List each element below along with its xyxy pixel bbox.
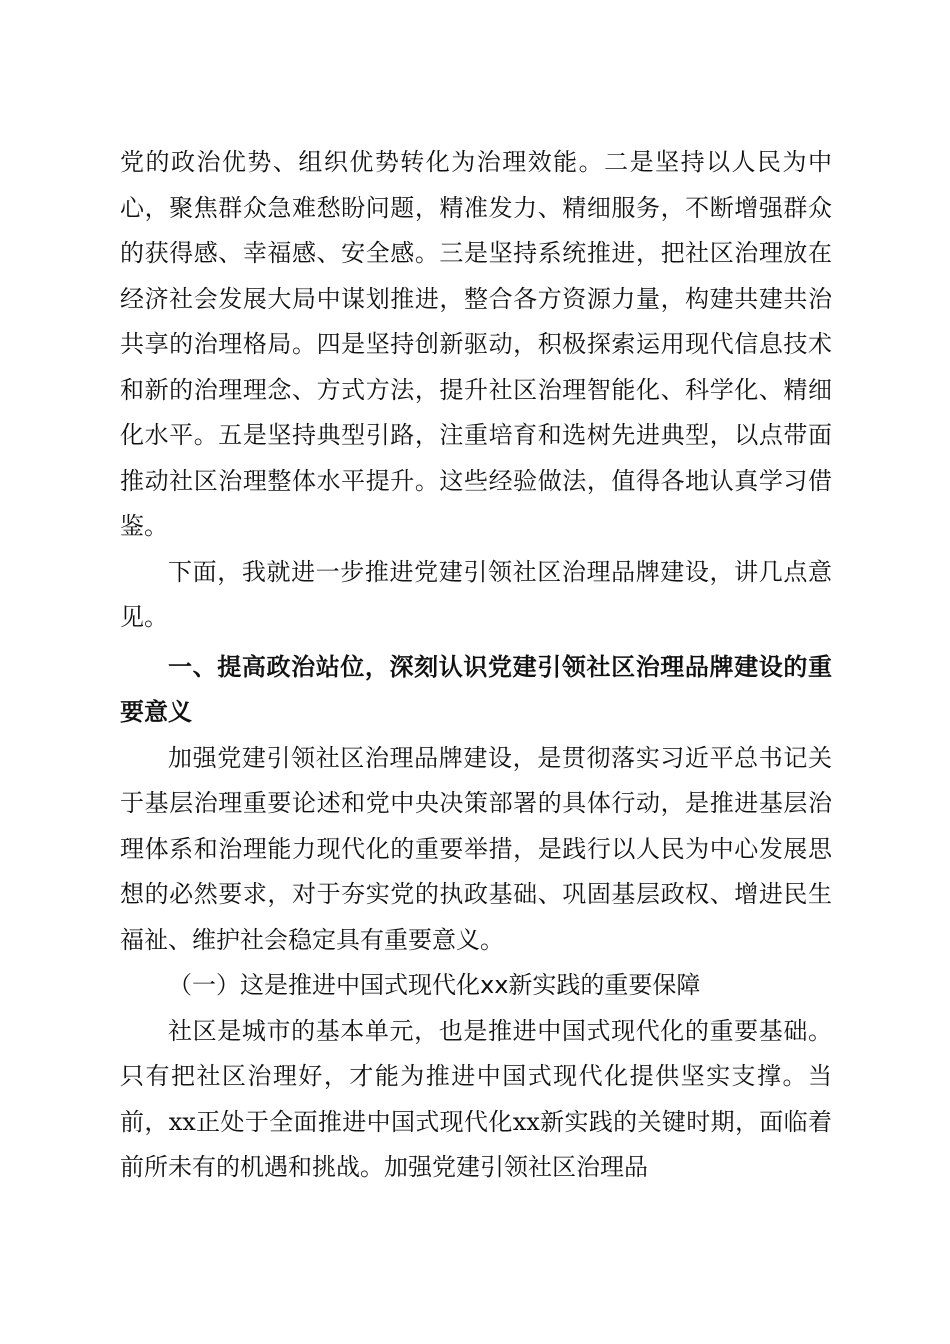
- section-heading-1: 一、提高政治站位，深刻认识党建引领社区治理品牌建设的重要意义: [120, 652, 832, 726]
- paragraph-community: 社区是城市的基本单元，也是推进中国式现代化的重要基础。只有把社区治理好，才能为推进中国式现代化提供坚实支撑。当前，xx正处于全面推进中国式现代化xx新实践的关键时期，面临着前所未有的机遇和挑战。加强党建引领社区治理品: [120, 1016, 832, 1181]
- document-body: [120, 140, 832, 1191]
- paragraph-continuation: 党的政治优势、组织优势转化为治理效能。二是坚持以人民为中心，聚焦群众急难愁盼问题，精准发力、精细服务，不断增强群众的获得感、幸福感、安全感。三是坚持系统推进，把社区治理放在经济社会发展大局中谋划推进，整合各方资源力量，构建共建共治共享的治理格局。四是坚持创新驱动，积极探索运用现代信息技术和新的治理理念、方式方法，提升社区治理智能化、科学化、精细化水平。五是坚持典型引路，注重培育和选树先进典型，以点带面推动社区治理整体水平提升。这些经验做法，值得各地认真学习借鉴。: [120, 148, 832, 540]
- paragraph-significance: 加强党建引领社区治理品牌建设，是贯彻落实习近平总书记关于基层治理重要论述和党中央决策部署的具体行动，是推进基层治理体系和治理能力现代化的重要举措，是践行以人民为中心发展思想的必然要求，对于夯实党的执政基础、巩固基层政权、增进民生福祉、维护社会稳定具有重要意义。: [120, 743, 832, 954]
- paragraph-intro: 下面，我就进一步推进党建引领社区治理品牌建设，讲几点意见。: [120, 557, 832, 631]
- subsection-heading-1: （一）这是推进中国式现代化xx新实践的重要保障: [168, 971, 701, 999]
